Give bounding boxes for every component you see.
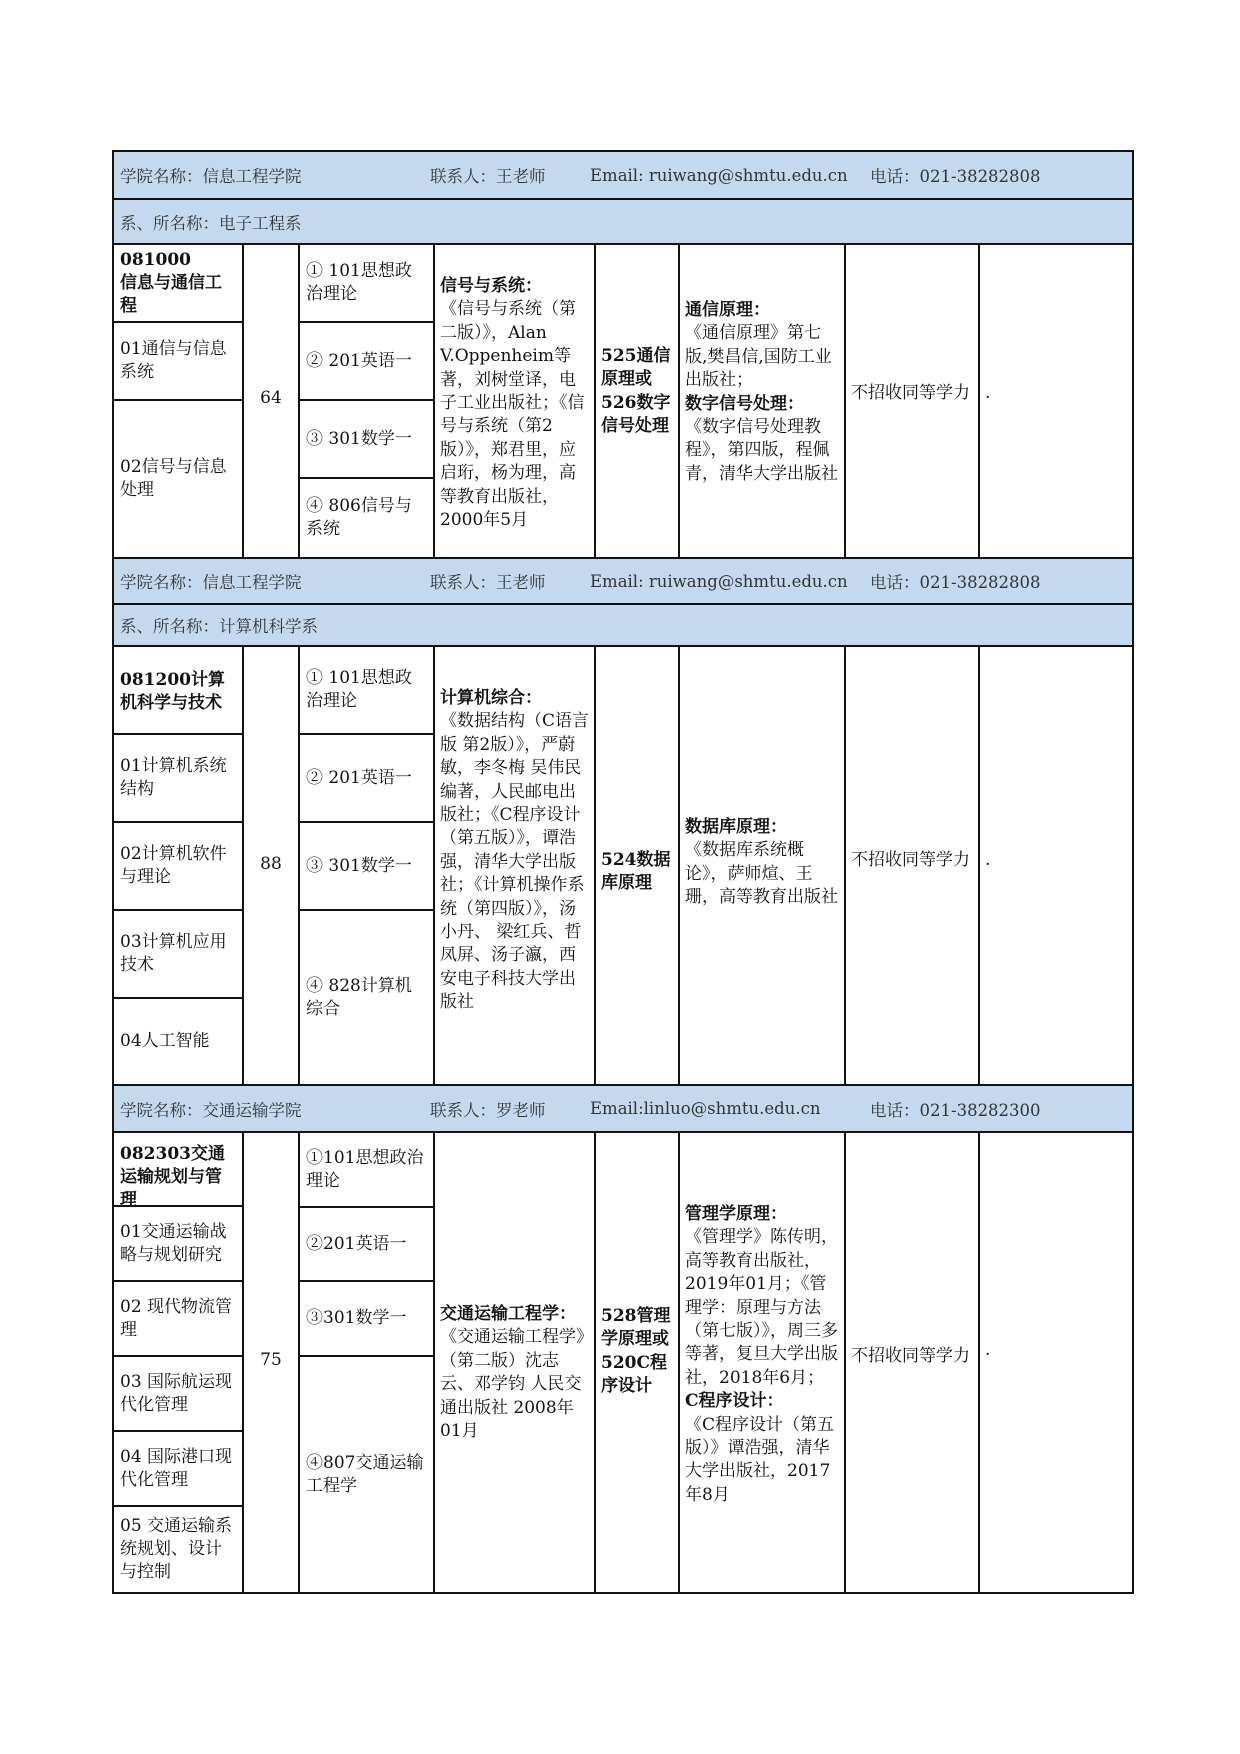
retest-ref-body: 《通信原理》第七版,樊昌信,国防工业出版社； bbox=[685, 323, 832, 391]
quota-value: 88 bbox=[260, 854, 282, 874]
references-column bbox=[433, 1133, 594, 1592]
department-header bbox=[114, 605, 1132, 647]
reference-body: 《交通运输工程学》（第二版）沈志云、邓学钧 人民交通出版社 2008年01月 bbox=[440, 1327, 585, 1442]
quota-value: 64 bbox=[260, 388, 282, 408]
retest-ref-title: 数据库原理： bbox=[685, 817, 787, 837]
reference-title: 计算机综合： bbox=[440, 688, 542, 708]
direction-item: 01通信与信息系统 bbox=[114, 323, 242, 401]
department-header bbox=[114, 200, 1132, 245]
direction-item: 03 国际航运现代化管理 bbox=[114, 1357, 242, 1432]
department-name: 系、所名称：电子工程系 bbox=[120, 213, 302, 233]
retest-ref-column bbox=[678, 245, 844, 557]
retest-subject: 524数据库原理 bbox=[601, 850, 671, 894]
college-name: 学院名称：交通运输学院 bbox=[120, 1100, 302, 1120]
equivalent-column bbox=[844, 245, 978, 557]
direction-item: 04 国际港口现代化管理 bbox=[114, 1432, 242, 1507]
major-column bbox=[114, 245, 242, 557]
major-code-name: 081200计算机科学与技术 bbox=[114, 647, 242, 735]
retest-column bbox=[594, 1133, 678, 1592]
retest-column bbox=[594, 647, 678, 1084]
equivalent-note: 不招收同等学力 bbox=[851, 1346, 970, 1366]
reference-title: 交通运输工程学： bbox=[440, 1304, 576, 1324]
college-name: 学院名称：信息工程学院 bbox=[120, 573, 302, 592]
college-header bbox=[114, 1086, 1132, 1133]
direction-item: 02信号与信息处理 bbox=[120, 457, 227, 500]
remark-column bbox=[978, 1133, 1132, 1592]
exam-subject: ④ 828计算机综合 bbox=[306, 975, 412, 1019]
reference-body: 《信号与系统（第二版）》，Alan V.Oppenheim等著，刘树堂译，电子工业出版社；《信号与系统（第2版）》，郑君里，应启珩，杨为理，高等教育出版社，2000年5月 bbox=[440, 299, 585, 531]
remark-column bbox=[978, 245, 1132, 557]
exam-column bbox=[298, 647, 433, 1084]
references-column bbox=[433, 647, 594, 1084]
major-column bbox=[114, 1133, 242, 1592]
contact-person: 联系人：王老师 bbox=[430, 573, 546, 592]
contact-email: Email: ruiwang@shmtu.edu.cn bbox=[590, 165, 848, 185]
retest-ref-title: 管理学原理： bbox=[685, 1204, 787, 1224]
direction-item: 03计算机应用技术 bbox=[114, 911, 242, 999]
direction-item: 04人工智能 bbox=[120, 1031, 210, 1051]
exam-subject: ① 101思想政治理论 bbox=[300, 647, 433, 735]
references-column bbox=[433, 245, 594, 557]
equivalent-note: 不招收同等学力 bbox=[851, 850, 970, 870]
exam-column bbox=[298, 245, 433, 557]
direction-item: 01交通运输战略与规划研究 bbox=[114, 1207, 242, 1282]
exam-subject: ① 101思想政治理论 bbox=[300, 245, 433, 323]
exam-subject: ③ 301数学一 bbox=[300, 401, 433, 479]
retest-ref-column bbox=[678, 647, 844, 1084]
remark-column bbox=[978, 647, 1132, 1084]
contact-person: 联系人：王老师 bbox=[430, 167, 546, 186]
equivalent-column bbox=[844, 647, 978, 1084]
equivalent-column bbox=[844, 1133, 978, 1592]
program-section bbox=[114, 647, 1132, 1086]
retest-subject: 528管理学原理或520C程序设计 bbox=[601, 1306, 671, 1397]
exam-subject: ② 201英语一 bbox=[300, 735, 433, 823]
exam-subject: ④ 806信号与系统 bbox=[306, 496, 412, 539]
contact-phone: 电话：021-38282808 bbox=[870, 167, 1041, 186]
retest-ref-column bbox=[678, 1133, 844, 1592]
exam-subject: ②201英语一 bbox=[300, 1208, 433, 1282]
quota-column bbox=[242, 1133, 298, 1592]
contact-phone: 电话：021-38282300 bbox=[870, 1100, 1041, 1120]
reference-body: 《数据结构（C语言版 第2版）》，严蔚敏，李冬梅 吴伟民 编著，人民邮电出版社；《C程序设计（第五版）》，谭浩强，清华大学出版社；《计算机操作系统（第四版）》，汤小丹、 梁红兵、哲凤屏、汤子瀛，西安电子科技大学出版社 bbox=[440, 711, 590, 1013]
direction-item: 02 现代物流管理 bbox=[114, 1282, 242, 1357]
admission-catalog-table bbox=[112, 150, 1134, 1594]
quota-value: 75 bbox=[260, 1350, 282, 1370]
contact-person: 联系人：罗老师 bbox=[430, 1100, 546, 1120]
exam-subject: ③301数学一 bbox=[300, 1282, 433, 1357]
department-name: 系、所名称：计算机科学系 bbox=[120, 617, 318, 636]
retest-ref-title: C程序设计： bbox=[685, 1391, 784, 1412]
retest-ref-body: 《C程序设计（第五版）》谭浩强，清华大学出版社，2017年8月 bbox=[685, 1414, 835, 1505]
retest-subject: 525通信原理或526数字信号处理 bbox=[601, 346, 671, 437]
retest-ref-body: 《管理学》陈传明，高等教育出版社，2019年01月；《管理学：原理与方法（第七版）》，周三多等著，复旦大学出版社，2018年6月； bbox=[685, 1227, 838, 1388]
direction-item: 02计算机软件与理论 bbox=[114, 823, 242, 911]
college-header bbox=[114, 559, 1132, 605]
contact-email: Email: ruiwang@shmtu.edu.cn bbox=[590, 571, 848, 591]
quota-column bbox=[242, 245, 298, 557]
remark-note: . bbox=[985, 1340, 991, 1360]
major-column bbox=[114, 647, 242, 1084]
reference-title: 信号与系统： bbox=[440, 276, 542, 296]
program-section bbox=[114, 245, 1132, 559]
quota-column bbox=[242, 647, 298, 1084]
exam-subject: ①101思想政治理论 bbox=[300, 1133, 433, 1208]
contact-phone: 电话：021-38282808 bbox=[870, 573, 1041, 592]
equivalent-note: 不招收同等学力 bbox=[851, 383, 970, 403]
contact-email: Email:linluo@shmtu.edu.cn bbox=[590, 1099, 821, 1118]
retest-ref-title: 通信原理： bbox=[685, 300, 770, 320]
retest-ref-body: 《数据库系统概论》，萨师煊、王珊，高等教育出版社 bbox=[685, 840, 838, 908]
retest-column bbox=[594, 245, 678, 557]
exam-subject: ③ 301数学一 bbox=[300, 823, 433, 911]
major-code-name: 082303交通运输规划与管理 bbox=[114, 1133, 242, 1207]
direction-item: 01计算机系统结构 bbox=[114, 735, 242, 823]
retest-ref-body: 《数字信号处理教程》，第四版，程佩青，清华大学出版社 bbox=[685, 417, 838, 484]
exam-subject: ② 201英语一 bbox=[300, 323, 433, 401]
retest-ref-title: 数字信号处理： bbox=[685, 393, 804, 414]
remark-note: . bbox=[985, 850, 991, 870]
major-code-name: 081000 信息与通信工程 bbox=[114, 245, 242, 323]
college-name: 学院名称：信息工程学院 bbox=[120, 167, 302, 186]
remark-note: . bbox=[985, 383, 991, 403]
exam-subject: ④807交通运输工程学 bbox=[306, 1452, 424, 1496]
college-header bbox=[114, 152, 1132, 200]
direction-item: 05 交通运输系统规划、设计与控制 bbox=[120, 1516, 233, 1582]
program-section bbox=[114, 1133, 1132, 1592]
exam-column bbox=[298, 1133, 433, 1592]
